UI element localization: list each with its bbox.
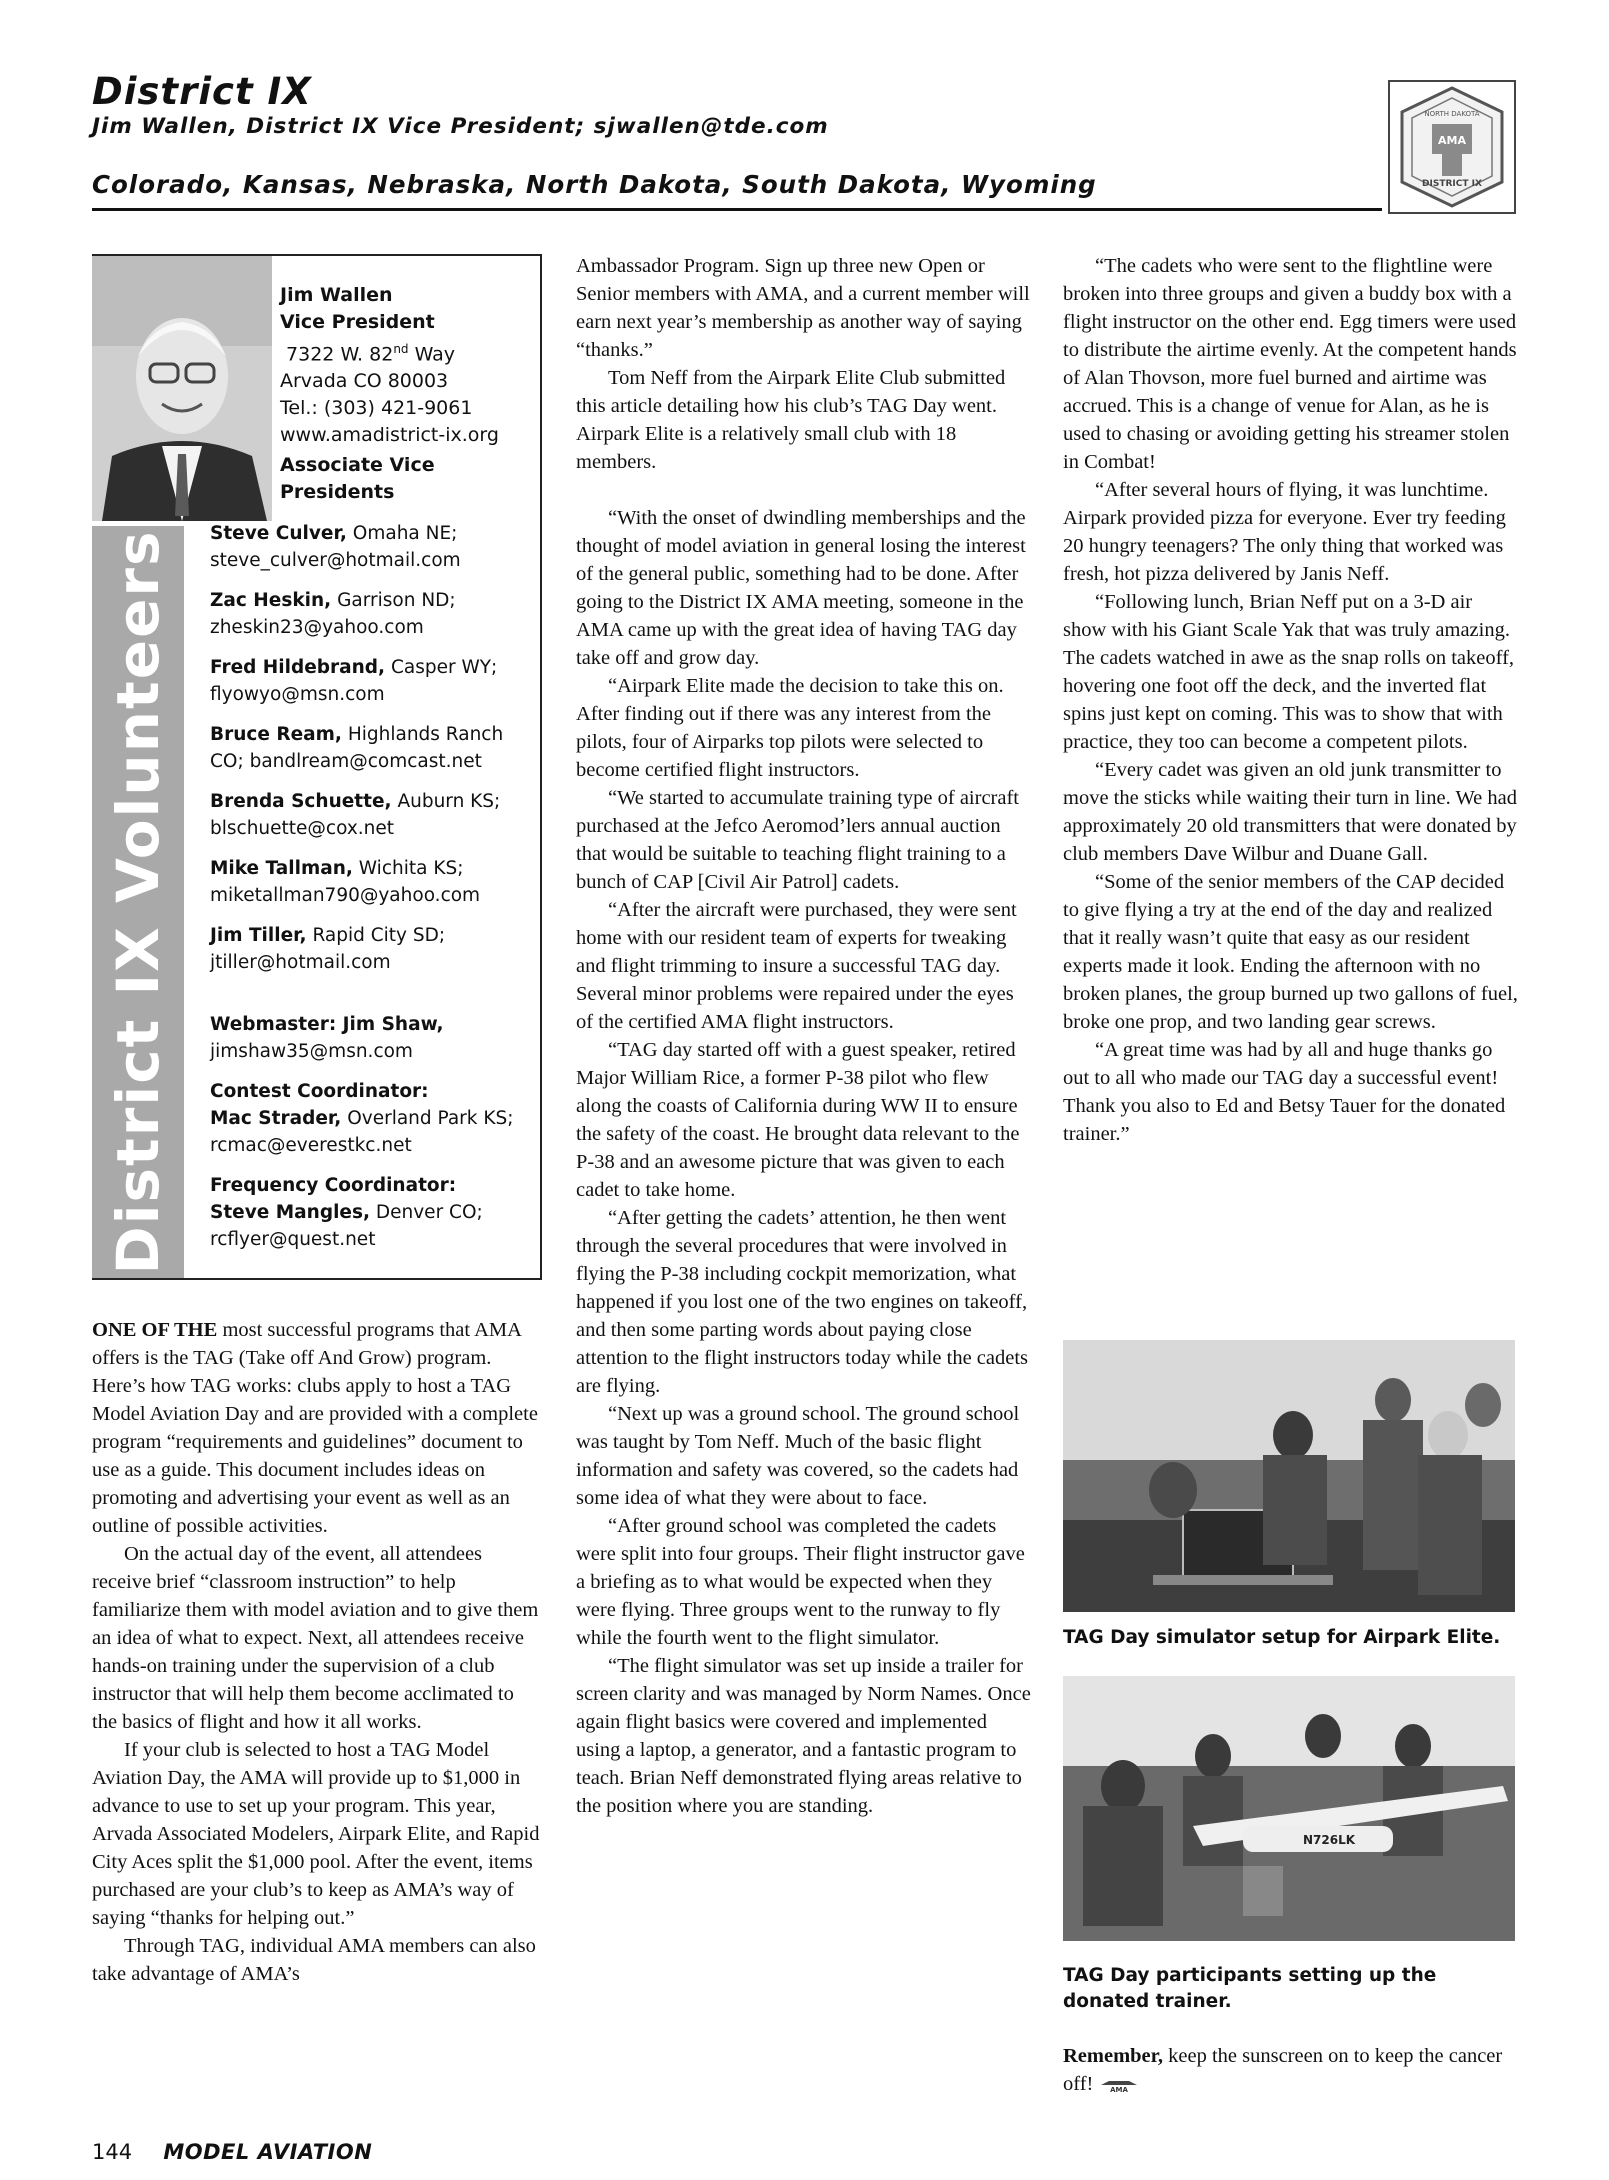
paragraph: “We started to accumulate training type of aircraft purchased at the Jefco Aeromod’lers annual auction that would be suitable to teaching flight training to a bunch of CAP [Civil Air Patrol] cadets. [576,787,1020,893]
vertical-title-band [92,526,184,1278]
paragraph: “TAG day started off with a guest speaker, retired Major William Rice, a former P-38 pilot who flew along the coasts of California during WW II to ensure the safety of the coast. He brought data relevant to the P-38 and an awesome picture that was given to each cadet to take home. [576,1039,1020,1201]
header-rule [92,208,1382,211]
paragraph: Through TAG, individual AMA members can also take advantage of AMA’s [92,1935,536,1985]
paragraph: “Every cadet was given an old junk transmitter to move the sticks while waiting their turn in line. We had approximately 20 old transmitters that were donated by club members Dave Wilbur and Duane Gall. [1063,759,1518,865]
vp-title: Vice President [280,311,435,333]
district-logo [1388,80,1516,214]
list-item: Jim Tiller, Rapid City SD; jtiller@hotmail.com [210,925,446,973]
volunteer-list [210,520,535,1266]
list-item: Zac Heskin, Garrison ND; zheskin23@yahoo.com [210,590,456,638]
vp-name: Jim Wallen [280,284,393,306]
vp-portrait-photo [92,256,272,521]
vp-address: 7322 W. 82nd Way [286,342,456,366]
list-item: Brenda Schuette, Auburn KS; blschuette@cox.net [210,791,501,839]
paragraph: Tom Neff from the Airpark Elite Club submitted this article detailing how his club’s TAG Day went. Airpark Elite is a relatively small club with 18 members. [576,367,1006,473]
list-item: Mike Tallman, Wichita KS; miketallman790@yahoo.com [210,858,481,906]
list-item: Steve Culver, Omaha NE; steve_culver@hotmail.com [210,523,461,571]
paragraph: “After ground school was completed the cadets were split into four groups. Their flight instructor gave a briefing as to what would be expected when they were flying. Three groups went to the runway to fly while the fourth went to the flight simulator. [576,1515,1025,1649]
district-states: Colorado, Kansas, Nebraska, North Dakota, South Dakota, Wyoming [92,170,1097,199]
paragraph: “After several hours of flying, it was lunchtime. Airpark provided pizza for everyone. Ever try feeding 20 hungry teenagers? The only thing that worked was fresh, hot pizza delivered by Janis Neff. [1063,479,1506,585]
vp-website[interactable]: www.amadistrict-ix.org [280,424,499,447]
simulator-photo [1063,1340,1515,1612]
paragraph: “The cadets who were sent to the flightline were broken into three groups and given a buddy box with a flight instructor on the other end. Egg timers were used to distribute the airtime evenly. At the competent hands of Alan Thovson, more fuel burned and airtime was accrued. This is a change of venue for Alan, as he is used to chasing or avoiding getting his streamer stolen in Combat! [1063,255,1517,473]
page-footer [92,2140,372,2165]
paragraph: “With the onset of dwindling memberships and the thought of model aviation in general losing the interest of the general public, something had to be done. After going to the District IX AMA meeting, someone in the AMA came up with the great idea of having TAG day take off and grow day. [576,507,1026,669]
associate-vp-heading: Associate Vice Presidents [280,454,435,503]
paragraph: “Some of the senior members of the CAP decided to give flying a try at the end of the day and realized that it really wasn’t quite that easy as our resident experts made it look. Ending the afternoon with no broken planes, the group burned up two gallons of fuel, broke one prop, and two landing gear screws. [1063,871,1518,1033]
vp-city: Arvada CO 80003 [280,370,449,393]
volunteers-sidebar [92,254,542,1280]
photo-caption-2: TAG Day participants setting up the donated trainer. [1063,1965,1437,2012]
svg-text:AMA: AMA [1109,2086,1128,2094]
list-item: Bruce Ream, Highlands Ranch CO; bandlream@comcast.net [210,724,504,772]
paragraph: ONE OF THE most successful programs that AMA offers is the TAG (Take off And Grow) program. Here’s how TAG works: clubs apply to host a TAG Model Aviation Day and are provided with a complete program “requirements and guidelines” document to use as a guide. This document includes ideas on promoting and advertising your event as well as an outline of possible activities. [92,1319,538,1537]
paragraph: “Airpark Elite made the decision to take this on. After finding out if there was any interest from the pilots, four of Airparks top pilots were selected to become certified flight instructors. [576,675,1004,781]
page-title: District IX [92,70,312,113]
vp-contact-line: Jim Wallen, District IX Vice President; sjwallen@tde.com [92,114,829,139]
photo-caption-1: TAG Day simulator setup for Airpark Elite. [1063,1627,1501,1648]
trainer-photo [1063,1676,1515,1941]
vertical-title: District IX Volunteers [104,529,172,1275]
paragraph: “Next up was a ground school. The ground school was taught by Tom Neff. Much of the basic flight information and safety was covered, so the cadets had some idea of what they were about to face. [576,1403,1020,1509]
page-header [92,70,1512,215]
logo-middle-text: AMA [1438,134,1466,147]
article-column-1 [92,1316,542,1988]
page-number: 144 [92,2140,133,2164]
magazine-name: MODEL AVIATION [163,2140,373,2164]
ama-end-mark-icon [1099,2077,1139,2093]
paragraph: “The flight simulator was set up inside a trailer for screen clarity and was managed by Norm Names. Once again flight basics were covered and implemented using a laptop, a generator, and a fantastic program to teach. Brian Neff demonstrated flying areas relative to the position where you are standing. [576,1655,1031,1817]
paragraph: “A great time was had by all and huge thanks go out to all who made our TAG day a successful event! Thank you also to Ed and Betsy Tauer for the donated trainer.” [1063,1039,1506,1145]
logo-top-text: NORTH DAKOTA [1424,110,1480,118]
article-column-2 [576,252,1031,1820]
vp-contact-block [280,282,499,449]
plane-marking: N726LK [1303,1833,1356,1847]
paragraph: Ambassador Program. Sign up three new Open or Senior members with AMA, and a current member will earn next year’s membership as another way of saying “thanks.” [576,255,1030,361]
logo-bottom-text: DISTRICT IX [1422,179,1482,189]
paragraph: If your club is selected to host a TAG Model Aviation Day, the AMA will provide up to $1,000 in advance to use to set up your program. This year, Arvada Associated Modelers, Airpark Elite, and Rapid City Aces split the $1,000 pool. After the event, items purchased are your club’s to keep as AMA’s way of saying “thanks for helping out.” [92,1739,540,1929]
article-column-3 [1063,252,1518,1148]
frequency-coordinator-entry: Frequency Coordinator: Steve Mangles, Denver CO; rcflyer@quest.net [210,1175,483,1250]
closing-remark: Remember, keep the sunscreen on to keep the cancer off! AMA [1063,2045,1503,2095]
vp-phone: Tel.: (303) 421-9061 [280,397,473,420]
contest-coordinator-entry: Contest Coordinator: Mac Strader, Overland Park KS; rcmac@everestkc.net [210,1081,514,1156]
paragraph: “After getting the cadets’ attention, he then went through the several procedures that were involved in flying the P-38 including cockpit memorization, what happened if you lost one of the two engines on takeoff, and then some parting words about paying close attention to the flight instructors today while the cadets are flying. [576,1207,1029,1397]
paragraph: “Following lunch, Brian Neff put on a 3-D air show with his Giant Scale Yak that was truly amazing. The cadets watched in awe as the snap rolls on takeoff, hovering one foot off the deck, and the inverted flat spins just kept on coming. This was to show that with practice, they too can become a competent pilots. [1063,591,1515,753]
webmaster-entry: Webmaster: Jim Shaw, jimshaw35@msn.com [210,1014,444,1062]
paragraph: On the actual day of the event, all attendees receive brief “classroom instruction” to help familiarize them with model aviation and to give them an idea of what to expect. Next, all attendees receive hands-on training under the supervision of a club instructor that will help them become acclimated to the basics of flight and how it all works. [92,1543,539,1733]
list-item: Fred Hildebrand, Casper WY; flyowyo@msn.com [210,657,498,705]
paragraph: “After the aircraft were purchased, they were sent home with our resident team of experts for tweaking and flight trimming to insure a successful TAG day. Several minor problems were repaired under the eyes of the certified AMA flight instructors. [576,899,1017,1033]
